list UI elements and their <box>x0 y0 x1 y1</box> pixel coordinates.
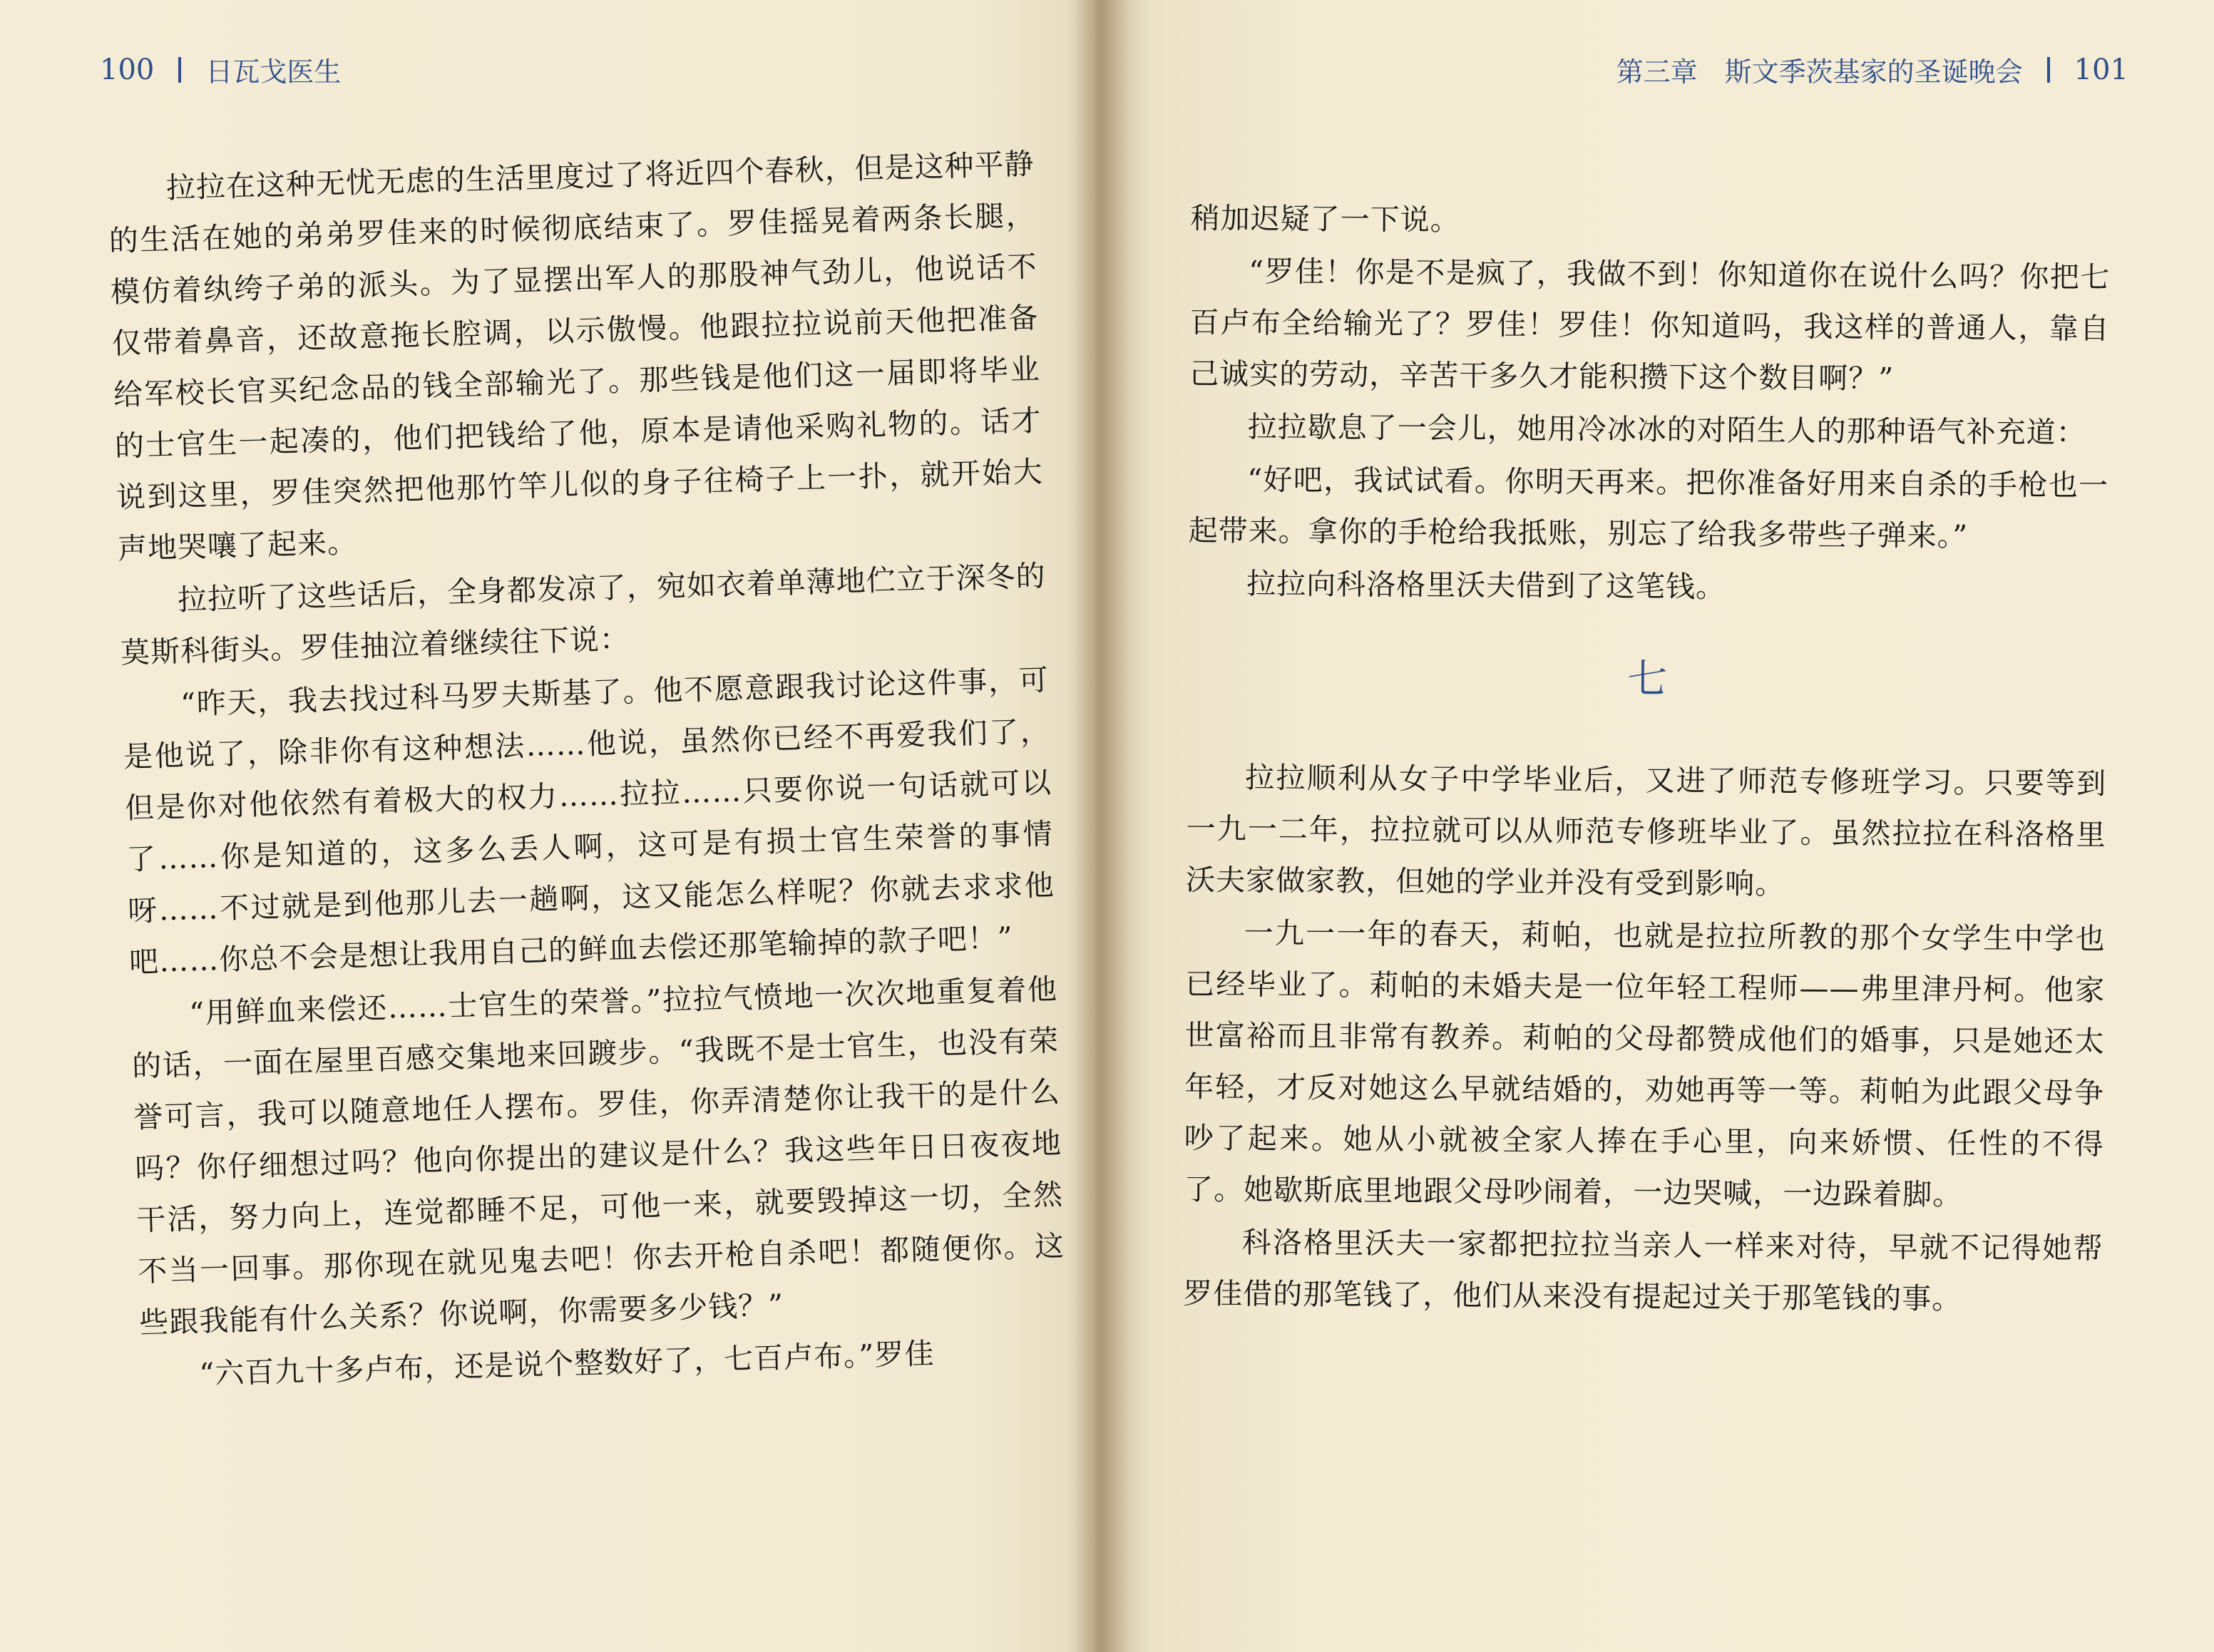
paragraph: “好吧，我试试看。你明天再来。把你准备好用来自杀的手枪也一起带来。拿你的手枪给我抵账，别忘了给我多带些子弹来。” <box>1188 462 2109 553</box>
paragraph: 拉拉在这种无忧无虑的生活里度过了将近四个春秋，但是这种平静的生活在她的弟弟罗佳来的时候彻底结束了。罗佳摇晃着两条长腿，模仿着纨绔子弟的派头。为了显摆出军人的那股神气劲儿，他说话不仅带着鼻音，还故意拖长腔调，以示傲慢。他跟拉拉说前天他把准备给军校长官买纪念品的钱全部输光了。那些钱是他们这一届即将毕业的士官生一起凑的，他们把钱给了他，原本是请他采购礼物的。话才说到这里，罗佳突然把他那竹竿儿似的身子往椅子上一扑，就开始大声地哭嚷了起来。 <box>108 146 1044 566</box>
paragraph: 拉拉听了这些话后，全身都发凉了，宛如衣着单薄地伫立于深冬的莫斯科街头。罗佳抽泣着继续往下说： <box>120 558 1047 670</box>
right-body-text <box>1183 193 2111 1327</box>
left-running-head <box>100 50 341 89</box>
paragraph: 一九一一年的春天，莉帕，也就是拉拉所教的那个女学生中学也已经毕业了。莉帕的未婚夫是一位年轻工程师——弗里津丹柯。他家世富裕而且非常有教养。莉帕的父母都赞成他们的婚事，只是她还太年轻，才反对她这么早就结婚的，劝她再等一等。莉帕为此跟父母争吵了起来。她从小就被全家人捧在手心里，向来娇惯、任性的不得了。她歇斯底里地跟父母吵闹着，一边哭喊，一边跺着脚。 <box>1184 915 2106 1212</box>
book-gutter <box>1066 0 1130 1652</box>
right-running-head <box>1616 50 2128 89</box>
left-page-number: 100 <box>100 53 155 86</box>
paragraph: 拉拉歇息了一会儿，她用冷冰冰的对陌生人的那种语气补充道： <box>1247 409 2086 450</box>
paragraph: 科洛格里沃夫一家都把拉拉当亲人一样来对待，早就不记得她帮罗佳借的那笔钱了，他们从来没有提起过关于那笔钱的事。 <box>1183 1225 2103 1316</box>
right-page <box>1127 0 2214 1652</box>
paragraph: “罗佳！你是不是疯了，我做不到！你知道你在说什么吗？你把七百卢布全给输光了？罗佳！罗佳！你知道吗，我这样的普通人，靠自己诚实的劳动，辛苦干多久才能积攒下这个数目啊？” <box>1189 254 2111 396</box>
chapter-title: 第三章 斯文季茨基家的圣诞晚会 <box>1616 56 2023 88</box>
paragraph: “昨天，我去找过科马罗夫斯基了。他不愿意跟我讨论这件事，可是他说了，除非你有这种想法……他说，虽然你已经不再爱我们了，但是你对他依然有着极大的权力……拉拉……只要你说一句话就可以了……你是知道的，这多么丢人啊，这可是有损士官生荣誉的事情呀……不过就是到他那儿去一趟啊，这又能怎么样呢？你就去求求他吧……你总不会是想让我用自己的鲜血去偿还那笔输掉的款子吧！” <box>123 662 1055 980</box>
paragraph: 稍加迟疑了一下说。 <box>1190 200 1460 237</box>
section-number: 七 <box>1627 656 1668 703</box>
paragraph: “六百九十多卢布，还是说个整数好了，七百卢布。”罗佳 <box>198 1336 936 1392</box>
header-separator <box>2047 57 2050 83</box>
left-body-text <box>107 138 1068 1403</box>
header-separator <box>178 57 181 83</box>
paragraph: “用鲜血来偿还……士官生的荣誉。”拉拉气愤地一次次地重复着他的话，一面在屋里百感交集地来回踱步。“我既不是士官生，也没有荣誉可言，我可以随意地任人摆布。罗佳，你弄清楚你让我干的是什么吗？你仔细想过吗？他向你提出的建议是什么？我这些年日日夜夜地干活，努力向上，连觉都睡不足，可他一来，就要毁掉这一切，全然不当一回事。那你现在就见鬼去吧！你去开枪自杀吧！都随便你。这些跟我能有什么关系？你说啊，你需要多少钱？” <box>131 972 1065 1340</box>
left-page <box>0 0 1070 1652</box>
book-title: 日瓦戈医生 <box>205 56 342 88</box>
paragraph: 拉拉顺利从女子中学毕业后，又进了师范专修班学习。只要等到一九一二年，拉拉就可以从师范专修班毕业了。虽然拉拉在科洛格里沃夫家做家教，但她的学业并没有受到影响。 <box>1186 760 2107 901</box>
right-page-number: 101 <box>2074 53 2128 86</box>
paragraph: 拉拉向科洛格里沃夫借到了这笔钱。 <box>1246 566 1726 605</box>
